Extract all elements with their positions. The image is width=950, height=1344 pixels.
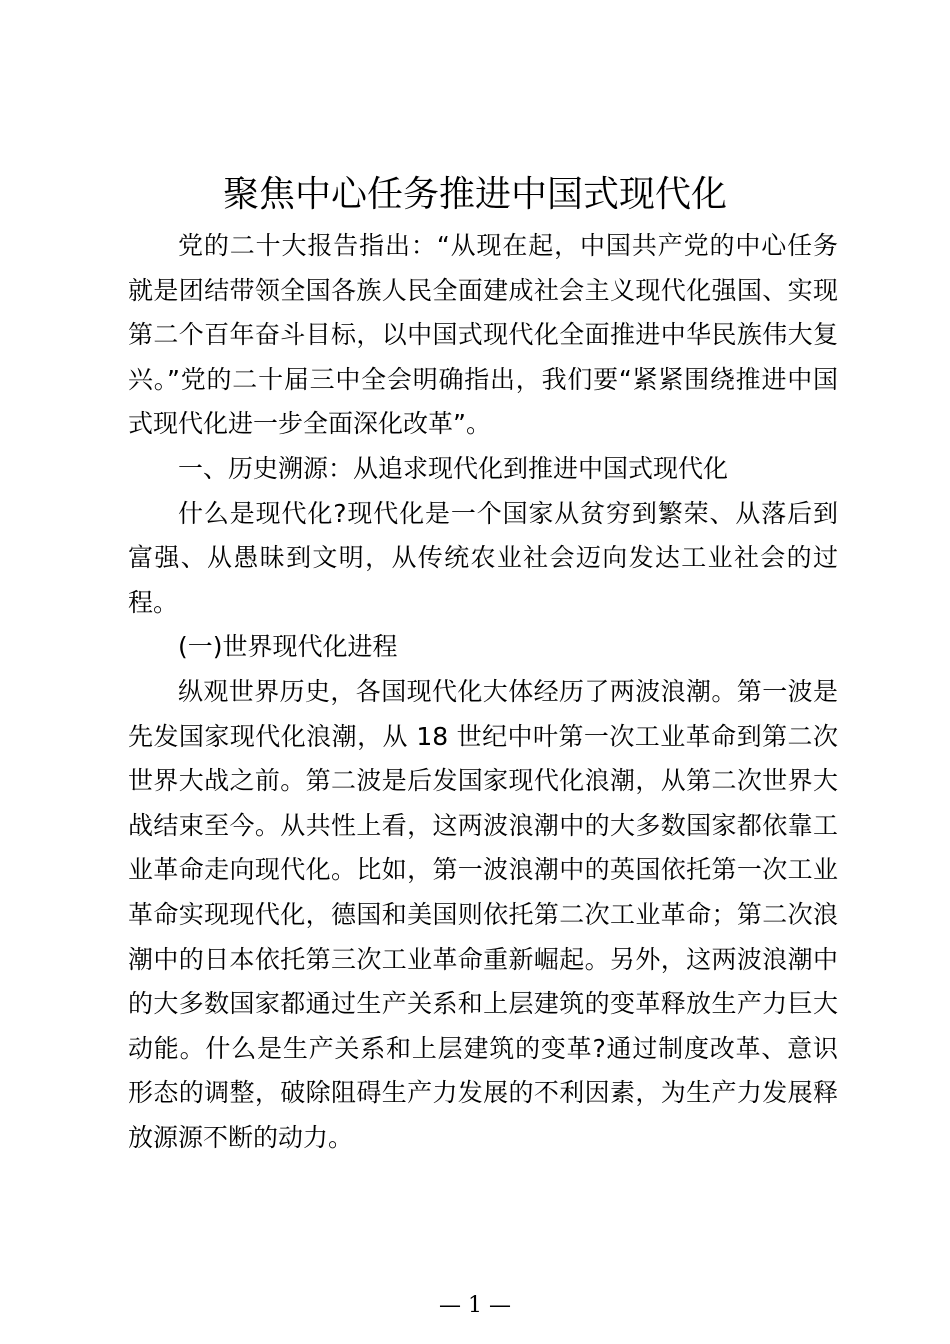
document-title: 聚焦中心任务推进中国式现代化	[222, 174, 727, 215]
subsection-heading-world: (一)世界现代化进程	[178, 632, 398, 662]
page-number: — 1 —	[439, 1293, 511, 1318]
document-body	[128, 224, 838, 1160]
paragraph-definition: 什么是现代化?现代化是一个国家从贫穷到繁荣、从落后到富强、从愚昧到文明，从传统农业社会迈向发达工业社会的过程。	[128, 498, 838, 617]
paragraph-world-history: 纵观世界历史，各国现代化大体经历了两波浪潮。第一波是先发国家现代化浪潮，从 18 世纪中叶第一次工业革命到第二次世界大战之前。第二波是后发国家现代化浪潮，从第二次世界大战结束至今。从共性上看，这两波浪潮中的大多数国家都依靠工业革命走向现代化。比如，第一波浪潮中的英国依托第一次工业革命实现现代化，德国和美国则依托第二次工业革命；第二次浪潮中的日本依托第三次工业革命重新崛起。另外，这两波浪潮中的大多数国家都通过生产关系和上层建筑的变革释放生产力巨大动能。什么是生产关系和上层建筑的变革?通过制度改革、意识形态的调整，破除阻碍生产力发展的不利因素，为生产力发展释放源源不断的动力。	[128, 676, 838, 1152]
paragraph-intro: 党的二十大报告指出：“从现在起，中国共产党的中心任务就是团结带领全国各族人民全面建成社会主义现代化强国、实现第二个百年奋斗目标，以中国式现代化全面推进中华民族伟大复兴。”党的二十届三中全会明确指出，我们要“紧紧围绕推进中国式现代化进一步全面深化改革”。	[128, 231, 838, 439]
section-heading-history: 一、历史溯源：从追求现代化到推进中国式现代化	[178, 453, 729, 483]
